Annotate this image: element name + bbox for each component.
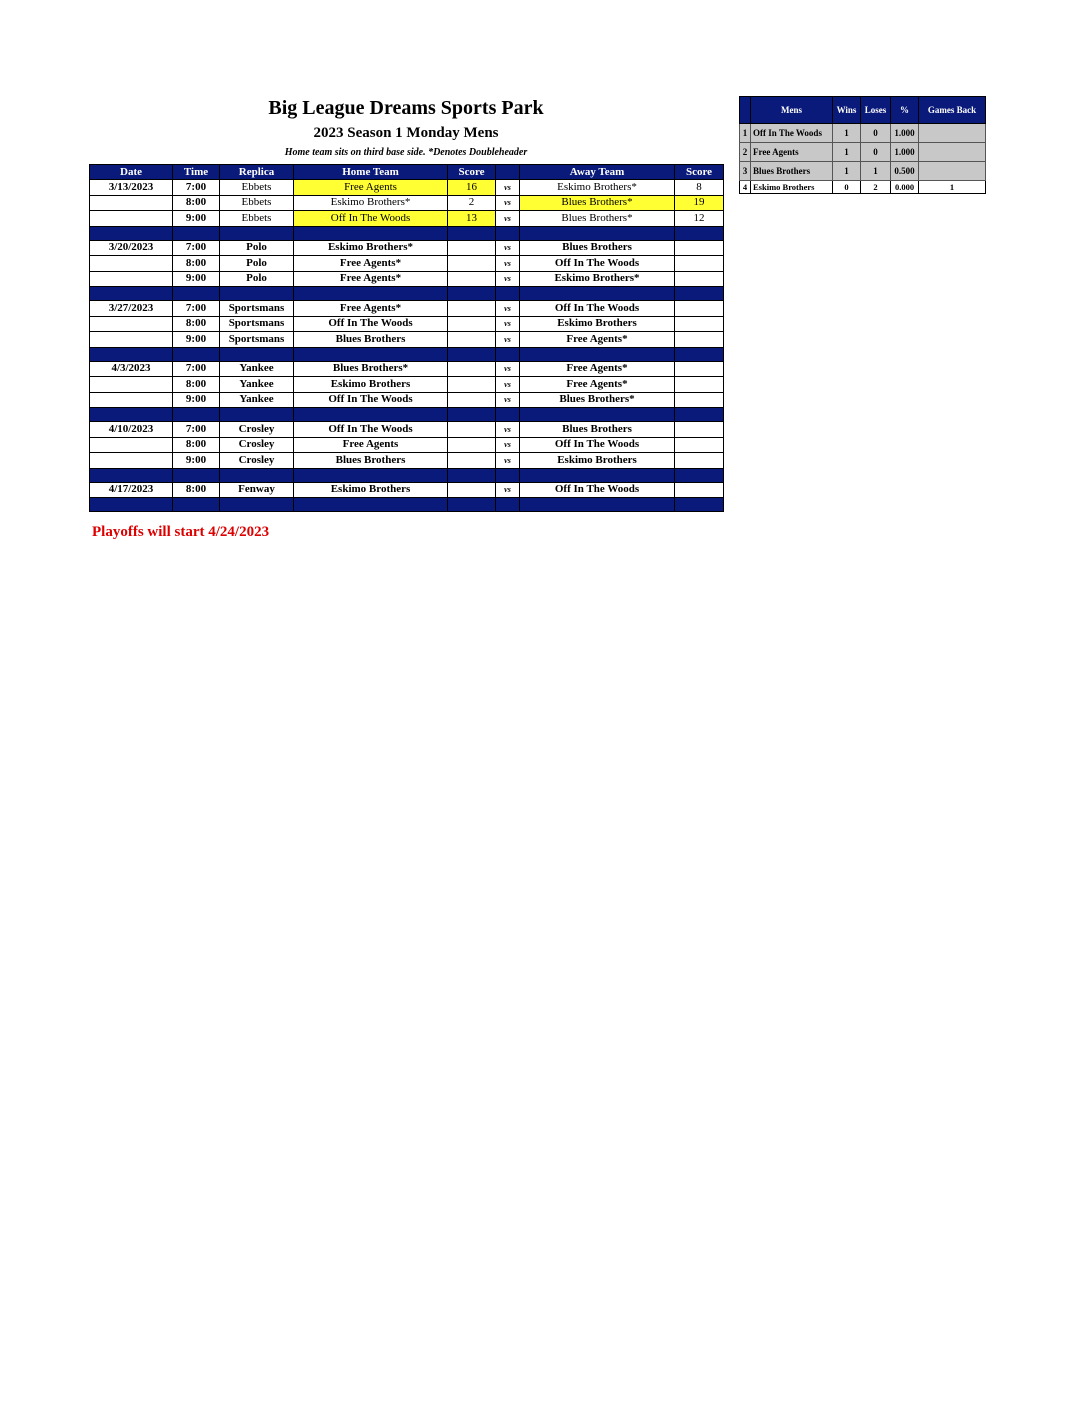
separator-cell [90, 226, 173, 240]
away-team: Free Agents* [520, 361, 675, 377]
standings-column-header: Loses [861, 97, 891, 124]
home-team: Free Agents [294, 437, 448, 453]
separator-cell [90, 347, 173, 361]
home-team: Free Agents* [294, 256, 448, 272]
game-time: 8:00 [173, 316, 220, 332]
away-score [675, 256, 724, 272]
game-field: Ebbets [220, 180, 294, 196]
column-header [496, 165, 520, 180]
game-row [90, 195, 724, 211]
home-score: 16 [448, 180, 496, 196]
standings-row [740, 143, 986, 162]
standings-rank: 4 [740, 181, 751, 194]
game-time: 9:00 [173, 453, 220, 469]
game-field: Yankee [220, 392, 294, 408]
game-row [90, 316, 724, 332]
standings-rank: 1 [740, 124, 751, 143]
game-time: 7:00 [173, 422, 220, 438]
separator-cell [294, 498, 448, 512]
separator-cell [220, 408, 294, 422]
home-team: Off In The Woods [294, 316, 448, 332]
separator-cell [294, 468, 448, 482]
away-score [675, 482, 724, 498]
away-score: 8 [675, 180, 724, 196]
versus-label: vs [496, 316, 520, 332]
separator-cell [520, 287, 675, 301]
game-field: Yankee [220, 361, 294, 377]
standings-rank: 3 [740, 162, 751, 181]
away-score [675, 453, 724, 469]
separator-cell [520, 408, 675, 422]
home-score [448, 316, 496, 332]
game-field: Crosley [220, 422, 294, 438]
standings-table [739, 96, 986, 194]
separator-cell [448, 226, 496, 240]
week-separator [90, 347, 724, 361]
separator-cell [294, 287, 448, 301]
game-field: Yankee [220, 377, 294, 393]
standings-wins: 0 [833, 181, 861, 194]
home-score [448, 332, 496, 348]
away-team: Free Agents* [520, 377, 675, 393]
game-time: 7:00 [173, 180, 220, 196]
game-date [90, 332, 173, 348]
away-score [675, 361, 724, 377]
standings-wins: 1 [833, 143, 861, 162]
versus-label: vs [496, 195, 520, 211]
versus-label: vs [496, 271, 520, 287]
away-team: Off In The Woods [520, 301, 675, 317]
versus-label: vs [496, 211, 520, 227]
standings-pct: 1.000 [891, 124, 919, 143]
game-date [90, 437, 173, 453]
home-team: Off In The Woods [294, 392, 448, 408]
away-team: Eskimo Brothers* [520, 271, 675, 287]
home-score [448, 437, 496, 453]
separator-cell [496, 226, 520, 240]
versus-label: vs [496, 422, 520, 438]
away-score [675, 437, 724, 453]
game-date: 4/3/2023 [90, 361, 173, 377]
away-team: Blues Brothers [520, 240, 675, 256]
game-date [90, 316, 173, 332]
game-time: 8:00 [173, 256, 220, 272]
column-header: Date [90, 165, 173, 180]
game-field: Sportsmans [220, 301, 294, 317]
separator-cell [520, 347, 675, 361]
separator-cell [173, 498, 220, 512]
separator-cell [294, 347, 448, 361]
game-row [90, 361, 724, 377]
separator-cell [496, 498, 520, 512]
separator-cell [294, 226, 448, 240]
home-score [448, 301, 496, 317]
standings-games-back: 1 [919, 181, 986, 194]
separator-cell [520, 498, 675, 512]
home-score [448, 453, 496, 469]
versus-label: vs [496, 180, 520, 196]
standings-body [740, 124, 986, 194]
schedule-table [89, 164, 724, 512]
separator-cell [173, 408, 220, 422]
week-separator [90, 498, 724, 512]
standings-rank: 2 [740, 143, 751, 162]
away-team: Blues Brothers* [520, 392, 675, 408]
standings-team: Off In The Woods [751, 124, 833, 143]
column-header: Away Team [520, 165, 675, 180]
column-header: Score [448, 165, 496, 180]
game-field: Ebbets [220, 195, 294, 211]
separator-cell [675, 468, 724, 482]
home-score [448, 482, 496, 498]
separator-cell [448, 347, 496, 361]
versus-label: vs [496, 332, 520, 348]
game-time: 9:00 [173, 392, 220, 408]
game-row [90, 453, 724, 469]
versus-label: vs [496, 482, 520, 498]
game-row [90, 240, 724, 256]
home-score: 13 [448, 211, 496, 227]
standings-games-back [919, 162, 986, 181]
separator-cell [220, 498, 294, 512]
game-field: Fenway [220, 482, 294, 498]
standings-losses: 0 [861, 143, 891, 162]
separator-cell [448, 498, 496, 512]
game-date [90, 377, 173, 393]
home-team: Eskimo Brothers [294, 377, 448, 393]
away-score [675, 422, 724, 438]
page-title: Big League Dreams Sports Park [268, 97, 544, 119]
game-field: Crosley [220, 437, 294, 453]
game-row [90, 437, 724, 453]
away-team: Eskimo Brothers [520, 316, 675, 332]
standings-row [740, 162, 986, 181]
standings-games-back [919, 124, 986, 143]
separator-cell [520, 468, 675, 482]
standings-team: Free Agents [751, 143, 833, 162]
schedule-header-row [90, 165, 724, 180]
standings-column-header [740, 97, 751, 124]
separator-cell [90, 498, 173, 512]
versus-label: vs [496, 437, 520, 453]
home-score [448, 271, 496, 287]
game-row [90, 301, 724, 317]
home-team: Free Agents [294, 180, 448, 196]
home-score [448, 392, 496, 408]
column-header: Home Team [294, 165, 448, 180]
away-team: Off In The Woods [520, 482, 675, 498]
separator-cell [448, 468, 496, 482]
game-field: Crosley [220, 453, 294, 469]
home-team: Blues Brothers [294, 332, 448, 348]
standings-wins: 1 [833, 162, 861, 181]
home-team: Free Agents* [294, 271, 448, 287]
home-team: Eskimo Brothers* [294, 240, 448, 256]
separator-cell [496, 468, 520, 482]
standings-pct: 1.000 [891, 143, 919, 162]
home-score [448, 422, 496, 438]
game-date [90, 271, 173, 287]
away-score: 12 [675, 211, 724, 227]
game-field: Ebbets [220, 211, 294, 227]
standings-column-header: Wins [833, 97, 861, 124]
season-subtitle: 2023 Season 1 Monday Mens [313, 125, 499, 141]
game-date: 4/10/2023 [90, 422, 173, 438]
away-score [675, 316, 724, 332]
separator-cell [675, 226, 724, 240]
versus-label: vs [496, 301, 520, 317]
away-score: 19 [675, 195, 724, 211]
column-header: Score [675, 165, 724, 180]
game-field: Sportsmans [220, 316, 294, 332]
week-separator [90, 468, 724, 482]
away-score [675, 377, 724, 393]
versus-label: vs [496, 240, 520, 256]
game-row [90, 332, 724, 348]
versus-label: vs [496, 361, 520, 377]
game-field: Polo [220, 271, 294, 287]
away-team: Blues Brothers [520, 422, 675, 438]
standings-column-header: Games Back [919, 97, 986, 124]
game-date: 3/27/2023 [90, 301, 173, 317]
separator-cell [220, 287, 294, 301]
game-field: Polo [220, 240, 294, 256]
home-team: Free Agents* [294, 301, 448, 317]
away-team: Blues Brothers* [520, 195, 675, 211]
versus-label: vs [496, 453, 520, 469]
separator-cell [173, 347, 220, 361]
home-score [448, 361, 496, 377]
game-time: 8:00 [173, 482, 220, 498]
separator-cell [675, 347, 724, 361]
home-team: Off In The Woods [294, 422, 448, 438]
home-score [448, 240, 496, 256]
game-date [90, 392, 173, 408]
separator-cell [520, 226, 675, 240]
game-date [90, 195, 173, 211]
away-team: Off In The Woods [520, 437, 675, 453]
separator-cell [173, 287, 220, 301]
game-time: 9:00 [173, 211, 220, 227]
home-score: 2 [448, 195, 496, 211]
playoffs-note: Playoffs will start 4/24/2023 [92, 524, 270, 540]
home-team: Eskimo Brothers [294, 482, 448, 498]
away-team: Free Agents* [520, 332, 675, 348]
home-team: Eskimo Brothers* [294, 195, 448, 211]
separator-cell [220, 226, 294, 240]
game-row [90, 211, 724, 227]
standings-column-header: % [891, 97, 919, 124]
standings-losses: 2 [861, 181, 891, 194]
separator-cell [173, 226, 220, 240]
separator-cell [496, 347, 520, 361]
home-score [448, 256, 496, 272]
home-score [448, 377, 496, 393]
away-score [675, 392, 724, 408]
schedule-body [90, 180, 724, 512]
standings-losses: 1 [861, 162, 891, 181]
standings-row [740, 181, 986, 194]
game-date [90, 453, 173, 469]
week-separator [90, 287, 724, 301]
game-field: Sportsmans [220, 332, 294, 348]
standings-games-back [919, 143, 986, 162]
separator-cell [448, 408, 496, 422]
separator-cell [90, 468, 173, 482]
column-header: Time [173, 165, 220, 180]
game-time: 8:00 [173, 437, 220, 453]
week-separator [90, 226, 724, 240]
week-separator [90, 408, 724, 422]
separator-cell [90, 287, 173, 301]
game-time: 9:00 [173, 332, 220, 348]
separator-cell [675, 498, 724, 512]
separator-cell [220, 468, 294, 482]
column-header: Replica [220, 165, 294, 180]
separator-cell [448, 287, 496, 301]
game-time: 7:00 [173, 361, 220, 377]
standings-pct: 0.500 [891, 162, 919, 181]
game-row [90, 482, 724, 498]
game-time: 9:00 [173, 271, 220, 287]
schedule-note: Home team sits on third base side. *Denotes Doubleheader [284, 147, 528, 158]
away-team: Blues Brothers* [520, 211, 675, 227]
game-date [90, 211, 173, 227]
standings-team: Blues Brothers [751, 162, 833, 181]
versus-label: vs [496, 392, 520, 408]
away-team: Off In The Woods [520, 256, 675, 272]
standings-header-row [740, 97, 986, 124]
versus-label: vs [496, 256, 520, 272]
game-row [90, 422, 724, 438]
versus-label: vs [496, 377, 520, 393]
game-date: 3/20/2023 [90, 240, 173, 256]
game-row [90, 256, 724, 272]
home-team: Off In The Woods [294, 211, 448, 227]
game-time: 7:00 [173, 301, 220, 317]
standings-wins: 1 [833, 124, 861, 143]
away-team: Eskimo Brothers* [520, 180, 675, 196]
away-score [675, 271, 724, 287]
game-time: 7:00 [173, 240, 220, 256]
separator-cell [675, 408, 724, 422]
separator-cell [173, 468, 220, 482]
separator-cell [90, 408, 173, 422]
away-score [675, 332, 724, 348]
standings-losses: 0 [861, 124, 891, 143]
separator-cell [496, 287, 520, 301]
standings-team: Eskimo Brothers [751, 181, 833, 194]
game-date [90, 256, 173, 272]
standings-column-header: Mens [751, 97, 833, 124]
away-team: Eskimo Brothers [520, 453, 675, 469]
game-time: 8:00 [173, 377, 220, 393]
game-row [90, 180, 724, 196]
game-date: 3/13/2023 [90, 180, 173, 196]
away-score [675, 240, 724, 256]
game-time: 8:00 [173, 195, 220, 211]
game-row [90, 377, 724, 393]
separator-cell [220, 347, 294, 361]
away-score [675, 301, 724, 317]
standings-row [740, 124, 986, 143]
standings-pct: 0.000 [891, 181, 919, 194]
game-row [90, 392, 724, 408]
home-team: Blues Brothers* [294, 361, 448, 377]
separator-cell [294, 408, 448, 422]
game-date: 4/17/2023 [90, 482, 173, 498]
separator-cell [675, 287, 724, 301]
home-team: Blues Brothers [294, 453, 448, 469]
game-field: Polo [220, 256, 294, 272]
game-row [90, 271, 724, 287]
separator-cell [496, 408, 520, 422]
